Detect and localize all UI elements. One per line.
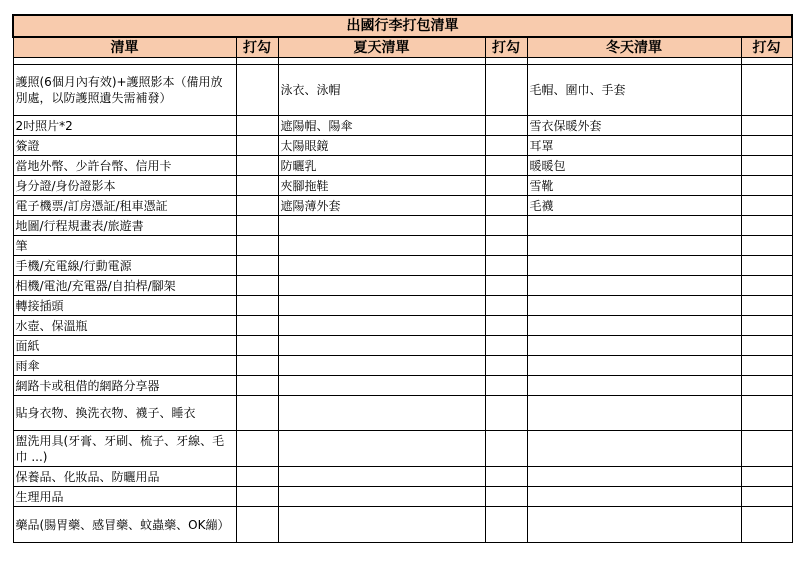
summer-item-cell: 防曬乳 <box>278 156 485 176</box>
header-summer-check: 打勾 <box>485 37 527 58</box>
check-cell[interactable] <box>236 196 278 216</box>
header-check: 打勾 <box>236 37 278 58</box>
winter-check-cell[interactable] <box>741 256 792 276</box>
item-cell: 貼身衣物、換洗衣物、襪子、睡衣 <box>13 396 236 431</box>
summer-check-cell[interactable] <box>485 256 527 276</box>
winter-item-cell <box>527 431 741 467</box>
winter-item-cell <box>527 236 741 256</box>
table-row <box>13 116 792 136</box>
winter-item-cell <box>527 396 741 431</box>
summer-check-cell[interactable] <box>485 276 527 296</box>
check-cell[interactable] <box>236 396 278 431</box>
table-row <box>13 396 792 431</box>
item-cell: 面紙 <box>13 336 236 356</box>
winter-check-cell[interactable] <box>741 176 792 196</box>
table-row <box>13 65 792 116</box>
summer-item-cell <box>278 431 485 467</box>
winter-check-cell[interactable] <box>741 336 792 356</box>
summer-check-cell[interactable] <box>485 116 527 136</box>
winter-check-cell[interactable] <box>741 276 792 296</box>
winter-item-cell: 毛帽、圍巾、手套 <box>527 65 741 116</box>
table-row <box>13 196 792 216</box>
summer-check-cell[interactable] <box>485 316 527 336</box>
winter-item-cell: 毛襪 <box>527 196 741 216</box>
winter-check-cell[interactable] <box>741 507 792 543</box>
summer-item-cell <box>278 467 485 487</box>
winter-item-cell: 雪靴 <box>527 176 741 196</box>
check-cell[interactable] <box>236 176 278 196</box>
winter-item-cell <box>527 256 741 276</box>
item-cell: 手機/充電線/行動電源 <box>13 256 236 276</box>
summer-item-cell <box>278 396 485 431</box>
winter-item-cell <box>527 376 741 396</box>
winter-item-cell <box>527 356 741 376</box>
winter-check-cell[interactable] <box>741 316 792 336</box>
summer-check-cell[interactable] <box>485 216 527 236</box>
winter-item-cell: 暖暖包 <box>527 156 741 176</box>
check-cell[interactable] <box>236 216 278 236</box>
item-cell: 盥洗用具(牙膏、牙刷、梳子、牙線、毛巾 ...) <box>13 431 236 467</box>
winter-item-cell <box>527 336 741 356</box>
check-cell[interactable] <box>236 467 278 487</box>
check-cell[interactable] <box>236 156 278 176</box>
item-cell: 雨傘 <box>13 356 236 376</box>
summer-check-cell[interactable] <box>485 487 527 507</box>
summer-item-cell <box>278 216 485 236</box>
table-row <box>13 507 792 543</box>
item-cell: 相機/電池/充電器/自拍桿/腳架 <box>13 276 236 296</box>
table-row <box>13 467 792 487</box>
header-winter-check: 打勾 <box>741 37 792 58</box>
summer-item-cell <box>278 336 485 356</box>
table-row <box>13 487 792 507</box>
winter-item-cell <box>527 487 741 507</box>
packing-list-table <box>12 14 793 543</box>
winter-check-cell[interactable] <box>741 156 792 176</box>
item-cell: 當地外幣、少許台幣、信用卡 <box>13 156 236 176</box>
item-cell: 筆 <box>13 236 236 256</box>
table-row <box>13 336 792 356</box>
table-row <box>13 276 792 296</box>
table-row <box>13 316 792 336</box>
check-cell[interactable] <box>236 336 278 356</box>
item-cell: 保養品、化妝品、防曬用品 <box>13 467 236 487</box>
summer-item-cell <box>278 487 485 507</box>
spacer-row <box>13 58 792 65</box>
winter-check-cell[interactable] <box>741 236 792 256</box>
item-cell: 轉接插頭 <box>13 296 236 316</box>
summer-check-cell[interactable] <box>485 296 527 316</box>
check-cell[interactable] <box>236 65 278 116</box>
winter-item-cell <box>527 296 741 316</box>
summer-check-cell[interactable] <box>485 136 527 156</box>
winter-item-cell: 耳罩 <box>527 136 741 156</box>
summer-item-cell <box>278 507 485 543</box>
sheet-title: 出國行李打包清單 <box>13 15 792 37</box>
check-cell[interactable] <box>236 376 278 396</box>
summer-item-cell <box>278 296 485 316</box>
winter-check-cell[interactable] <box>741 296 792 316</box>
winter-check-cell[interactable] <box>741 196 792 216</box>
summer-item-cell: 遮陽帽、陽傘 <box>278 116 485 136</box>
summer-item-cell <box>278 316 485 336</box>
summer-check-cell[interactable] <box>485 467 527 487</box>
table-row <box>13 216 792 236</box>
winter-item-cell <box>527 216 741 236</box>
winter-check-cell[interactable] <box>741 216 792 236</box>
summer-check-cell[interactable] <box>485 196 527 216</box>
item-cell: 地圖/行程規畫表/旅遊書 <box>13 216 236 236</box>
summer-check-cell[interactable] <box>485 65 527 116</box>
summer-item-cell: 泳衣、泳帽 <box>278 65 485 116</box>
summer-item-cell <box>278 376 485 396</box>
item-cell: 簽證 <box>13 136 236 156</box>
summer-check-cell[interactable] <box>485 156 527 176</box>
item-cell: 網路卡或租借的網路分享器 <box>13 376 236 396</box>
item-cell: 水壺、保溫瓶 <box>13 316 236 336</box>
summer-item-cell: 夾腳拖鞋 <box>278 176 485 196</box>
winter-check-cell[interactable] <box>741 65 792 116</box>
winter-check-cell[interactable] <box>741 467 792 487</box>
header-summer-list: 夏天清單 <box>278 37 485 58</box>
winter-check-cell[interactable] <box>741 136 792 156</box>
summer-check-cell[interactable] <box>485 336 527 356</box>
item-cell: 藥品(腸胃藥、感冒藥、蚊蟲藥、OK繃） <box>13 507 236 543</box>
summer-item-cell <box>278 236 485 256</box>
table-row <box>13 296 792 316</box>
table-row <box>13 136 792 156</box>
summer-check-cell[interactable] <box>485 431 527 467</box>
item-cell: 身分證/身份證影本 <box>13 176 236 196</box>
winter-item-cell <box>527 467 741 487</box>
summer-item-cell: 遮陽薄外套 <box>278 196 485 216</box>
summer-check-cell[interactable] <box>485 176 527 196</box>
winter-item-cell <box>527 316 741 336</box>
winter-check-cell[interactable] <box>741 487 792 507</box>
summer-check-cell[interactable] <box>485 396 527 431</box>
header-list: 清單 <box>13 37 236 58</box>
summer-check-cell[interactable] <box>485 376 527 396</box>
check-cell[interactable] <box>236 136 278 156</box>
summer-check-cell[interactable] <box>485 356 527 376</box>
check-cell[interactable] <box>236 356 278 376</box>
winter-check-cell[interactable] <box>741 431 792 467</box>
winter-check-cell[interactable] <box>741 376 792 396</box>
summer-check-cell[interactable] <box>485 507 527 543</box>
winter-item-cell: 雪衣保暖外套 <box>527 116 741 136</box>
table-row <box>13 376 792 396</box>
check-cell[interactable] <box>236 316 278 336</box>
summer-item-cell <box>278 356 485 376</box>
table-row <box>13 356 792 376</box>
item-cell: 2吋照片*2 <box>13 116 236 136</box>
check-cell[interactable] <box>236 431 278 467</box>
winter-check-cell[interactable] <box>741 356 792 376</box>
summer-item-cell: 太陽眼鏡 <box>278 136 485 156</box>
summer-item-cell <box>278 256 485 276</box>
summer-check-cell[interactable] <box>485 236 527 256</box>
check-cell[interactable] <box>236 296 278 316</box>
table-row <box>13 156 792 176</box>
item-cell: 電子機票/訂房憑証/租車憑証 <box>13 196 236 216</box>
check-cell[interactable] <box>236 116 278 136</box>
table-row <box>13 431 792 467</box>
check-cell[interactable] <box>236 236 278 256</box>
winter-item-cell <box>527 276 741 296</box>
check-cell[interactable] <box>236 507 278 543</box>
winter-check-cell[interactable] <box>741 396 792 431</box>
check-cell[interactable] <box>236 276 278 296</box>
winter-item-cell <box>527 507 741 543</box>
table-row <box>13 236 792 256</box>
summer-item-cell <box>278 276 485 296</box>
check-cell[interactable] <box>236 487 278 507</box>
item-cell: 護照(6個月內有效)+護照影本（備用放別處，以防護照遺失需補發） <box>13 65 236 116</box>
winter-check-cell[interactable] <box>741 116 792 136</box>
check-cell[interactable] <box>236 256 278 276</box>
table-row <box>13 176 792 196</box>
header-winter-list: 冬天清單 <box>527 37 741 58</box>
item-cell: 生理用品 <box>13 487 236 507</box>
table-row <box>13 256 792 276</box>
